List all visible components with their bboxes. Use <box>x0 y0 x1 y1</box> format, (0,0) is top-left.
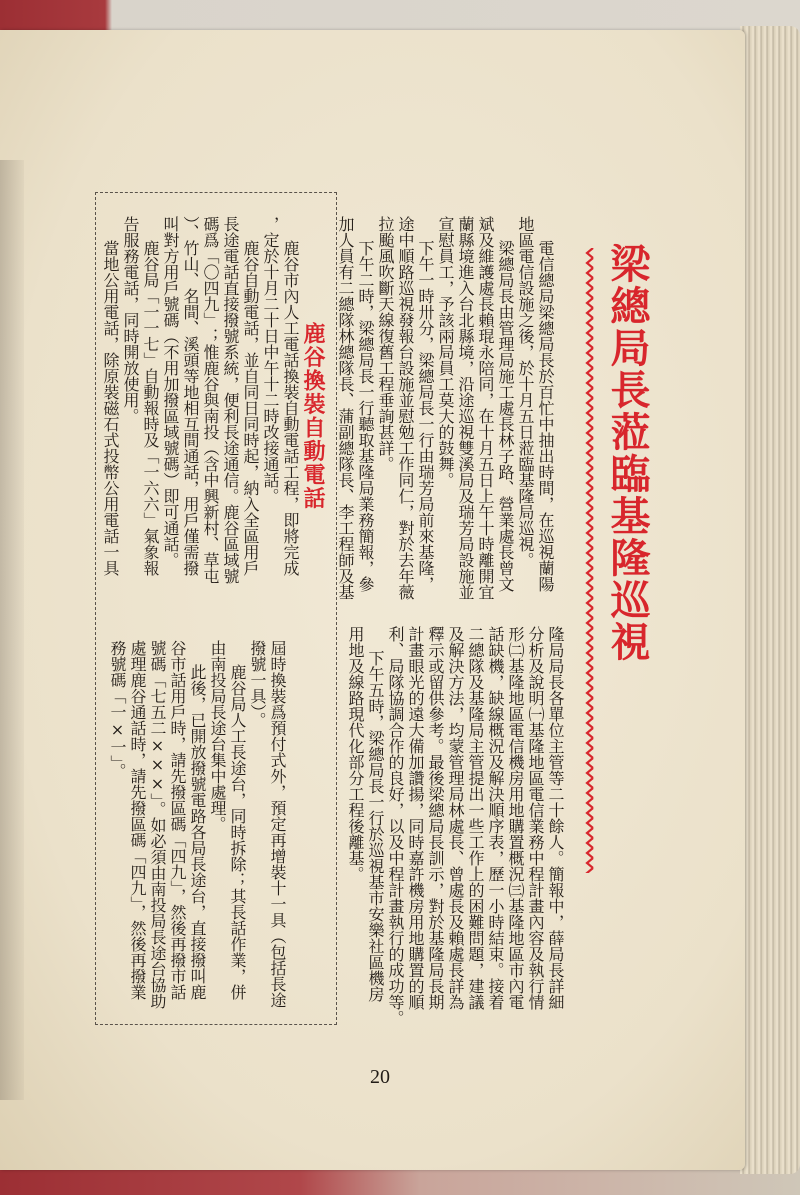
sidebar-article-upper-text <box>100 216 300 608</box>
text-column: 隆局局長各單位主管等二十餘人。簡報中，薛局長詳細 <box>546 626 565 1010</box>
text-column: 叫對方用戶號碼（不用加撥區域號碼）即可通話。 <box>161 216 180 568</box>
text-column: ）、竹山、名間、溪頭等地相互間通話，用戶僅需撥 <box>181 216 200 576</box>
paragraph <box>515 216 555 608</box>
paragraph <box>100 216 120 608</box>
binding-shadow <box>0 160 24 1100</box>
text-column: 及解決方法，均蒙管理局林處長、曾處長及賴處長詳為 <box>446 626 465 1010</box>
text-column: 鹿谷局人工長途台，同時拆除；其長話作業，併 <box>228 664 247 1000</box>
text-column: 谷市話用戶時，請先撥區碼「四九」，然後再撥市話 <box>168 640 187 1000</box>
text-column: 撥號一具）。 <box>248 640 267 728</box>
book-page-edges <box>740 26 800 1174</box>
text-column: 釋示或留供參考。最後梁總局長訓示，對於基隆局長期 <box>426 626 445 1010</box>
text-column: 用地及線路現代化部分工程後離基。 <box>346 626 365 882</box>
text-column: 下午二時，梁總局長一行聽取基隆局業務簡報，參 <box>356 240 375 592</box>
paragraph <box>160 216 260 608</box>
text-column: 電信總局梁總局長於百忙中抽出時間，在巡視蘭陽 <box>536 240 555 592</box>
text-column: 下午五時，梁總局長一行於巡視基市安樂社區機房 <box>366 650 385 1002</box>
text-column: 當地公用電話，除原裝磁石式投幣公用電話一具 <box>101 240 120 576</box>
sidebar-article-title: 鹿谷換裝自動電話 <box>300 322 326 510</box>
text-column: 拉颱風吹斷天線復舊工程垂詢甚詳。 <box>376 216 395 472</box>
paragraph <box>120 216 160 608</box>
paragraph <box>335 216 375 608</box>
text-column: 梁總局長由管理局施工處長林子路、營業處長曾文 <box>496 240 515 592</box>
sidebar-article-lower-text <box>107 640 287 1020</box>
text-column: 由南投局長途台集中處理。 <box>208 640 227 832</box>
text-column: 碼爲「〇四九」；惟鹿谷與南投（含中興新村、草屯 <box>201 216 220 584</box>
text-column: 宣慰員工，予該兩局員工莫大的鼓舞。 <box>436 216 455 488</box>
text-column: 蘭縣境進入台北縣境，沿途巡視雙溪局及瑞芳局設施並 <box>456 216 475 600</box>
text-column: 計畫眼光的遠大備加讚揚，同時嘉許機房用地購置的順 <box>406 626 425 1010</box>
page-number: 20 <box>370 1066 390 1088</box>
paragraph <box>375 216 435 608</box>
text-column: 屆時換裝爲預付式外，預定再增裝十一具（包括長途 <box>268 640 287 1008</box>
paragraph <box>260 216 300 608</box>
text-column: 途中順路巡視發報台設施並慰勉工作同仁，對於去年薇 <box>396 216 415 600</box>
text-column: 務號碼「一×一」。 <box>108 640 127 779</box>
text-column: 加人員有二總隊林總隊長、蒲副總隊長、李工程師及基 <box>336 216 355 600</box>
paragraph <box>345 626 385 1026</box>
text-column: 告服務電話，同時開放使用。 <box>121 216 140 424</box>
text-column: 利、局隊協調合作的良好，以及中程計畫執行的成功等。 <box>386 626 405 1026</box>
text-column: 形㈡基隆地區電信機房用地購置概況㈢基隆地區市內電 <box>506 626 525 1010</box>
text-column: 分析及說明㈠基隆地區電信業務中程計畫內容及執行情 <box>526 626 545 1010</box>
text-column: 斌及維護處長賴琨永陪同，在十月五日上午十時離開宜 <box>476 216 495 600</box>
text-column: 號碼「七五二×××」。如必須由南投局長途台協助 <box>148 640 167 1009</box>
paragraph <box>207 640 247 1020</box>
main-article-upper-text <box>335 216 555 608</box>
text-column: 此後，已開放撥號電路各局長途台，直接撥叫鹿 <box>188 664 207 1000</box>
text-column: 鹿谷局「一一七」自動報時及「一六六」氣象報 <box>141 240 160 576</box>
text-column: 二總隊及基隆局主管提出一些工作上的困難問題，建議 <box>466 626 485 1010</box>
paragraph <box>107 640 207 1020</box>
text-column: 鹿谷自動電話，並自同日同時起，納入全區用戶 <box>241 240 260 576</box>
text-column: ，定於十月二十日中午十二時改接通話。 <box>261 216 280 504</box>
text-column: 地區電信設施之後，於十月五日蒞臨基隆局巡視。 <box>516 216 535 568</box>
headline-wavy-rule <box>583 248 597 873</box>
paragraph <box>247 640 287 1020</box>
text-column: 長途電話直接撥號系統，便利長途通信。鹿谷區域號 <box>221 216 240 584</box>
main-article-title: 梁總局長蒞臨基隆巡視 <box>604 243 651 663</box>
text-column: 話缺機，缺線概況及解決順序表，歷一小時結束。接着 <box>486 626 505 1010</box>
main-article-lower-text <box>345 626 565 1026</box>
paragraph <box>385 626 565 1026</box>
text-column: 下午一時卅分，梁總局長一行由瑞芳局前來基隆， <box>416 240 435 592</box>
paragraph <box>435 216 515 608</box>
text-column: 處理鹿谷通話時，請先撥區碼「四九」，然後再撥業 <box>128 640 147 1000</box>
text-column: 鹿谷市內人工電話換裝自動電話工程，即將完成 <box>281 240 300 576</box>
